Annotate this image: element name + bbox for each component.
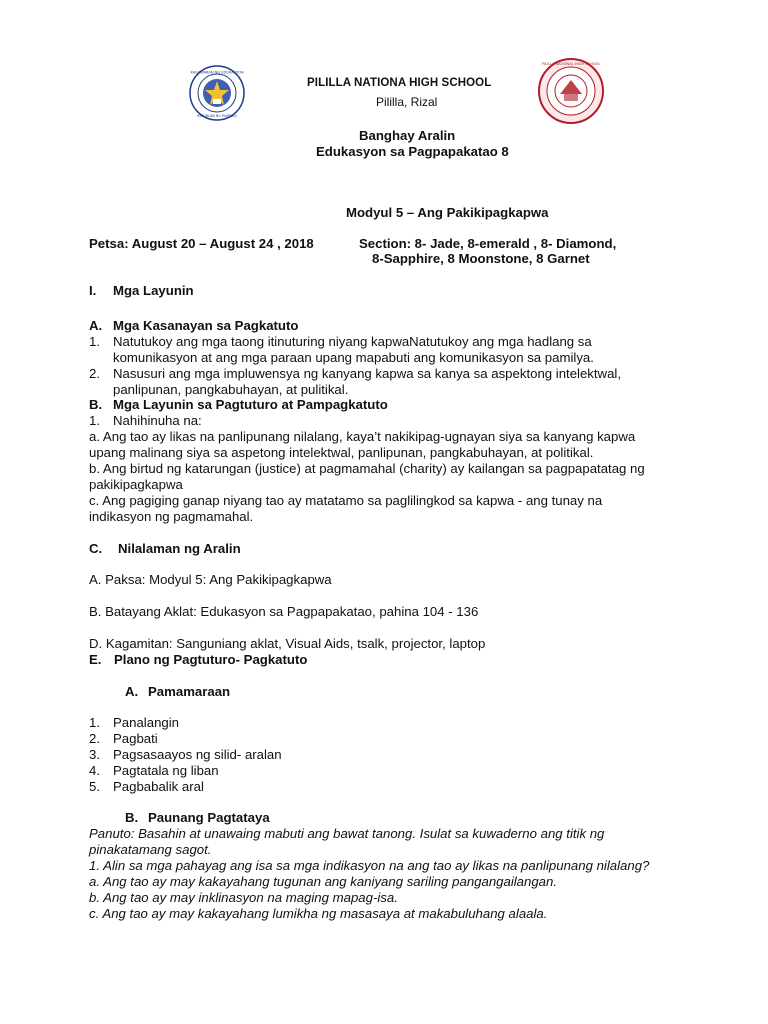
pamamaraan-item4: Pagtatala ng liban	[113, 763, 219, 778]
partC-num: C.	[89, 541, 103, 556]
paunang-num: B.	[125, 810, 139, 825]
partB-line-b1: b. Ang birtud ng katarungan (justice) at pagmamahal (charity) ay kailangan sa pagpapatatag ng	[89, 461, 645, 476]
partA-item1-line2: komunikasyon at ang mga paraan upang mapabuti ang komunikasyon sa pamilya.	[113, 350, 594, 365]
choice-c: c. Ang tao ay may kakayahang lumikha ng masasaya at makabuluhang alaala.	[89, 906, 548, 921]
school-seal-logo	[538, 58, 604, 124]
section-line1: Section: 8- Jade, 8-emerald , 8- Diamond,	[359, 236, 617, 251]
choice-a: a. Ang tao ay may kakayahang tugunan ang kaniyang sariling pangangailangan.	[89, 874, 558, 889]
pamamaraan-item3: Pagsasaayos ng silid- aralan	[113, 747, 282, 762]
part1-title: Mga Layunin	[113, 283, 194, 298]
paksa: A. Paksa: Modyul 5: Ang Pakikipagkapwa	[89, 572, 332, 587]
pamamaraan-item1: Panalangin	[113, 715, 179, 730]
section-line2: 8-Sapphire, 8 Moonstone, 8 Garnet	[372, 251, 590, 266]
partA-title: Mga Kasanayan sa Pagkatuto	[113, 318, 299, 333]
partE-title: Plano ng Pagtuturo- Pagkatuto	[114, 652, 308, 667]
module-title: Modyul 5 – Ang Pakikipagkapwa	[346, 205, 549, 220]
school-location: Pililla, Rizal	[376, 95, 438, 109]
partB-line-c1: c. Ang pagiging ganap niyang tao ay matatamo sa paglilingkod sa kapwa - ang tunay na	[89, 493, 603, 508]
partA-item2-num: 2.	[89, 366, 100, 381]
panuto-line1: Panuto: Basahin at unawaing mabuti ang bawat tanong. Isulat sa kuwaderno ang titik ng	[89, 826, 605, 841]
partB-line-b2: pakikipagkapwa	[89, 477, 183, 492]
question-1: 1. Alin sa mga pahayag ang isa sa mga indikasyon na ang tao ay likas na panlipunang nilalang?	[89, 858, 650, 873]
paunang-title: Paunang Pagtataya	[148, 810, 270, 825]
partA-num: A.	[89, 318, 103, 333]
partB-num: B.	[89, 397, 103, 412]
title-line1: Banghay Aralin	[359, 128, 456, 143]
pamamaraan-title: Pamamaraan	[148, 684, 231, 699]
right-seal-text: PILILLA NATIONAL HIGH SCHOOL	[541, 62, 601, 67]
choice-b: b. Ang tao ay may inklinasyon na maging mapag-isa.	[89, 890, 398, 905]
school-name: PILILLA NATIONA HIGH SCHOOL	[307, 77, 492, 89]
panuto-line2: pinakatamang sagot.	[89, 842, 212, 857]
left-seal-sub: REPUBLIKA NG PILIPINAS	[197, 114, 237, 118]
partB-item1-text: Nahihinuha na:	[113, 413, 202, 428]
pamamaraan-item4-num: 4.	[89, 763, 100, 778]
pamamaraan-item2: Pagbati	[113, 731, 158, 746]
pamamaraan-item1-num: 1.	[89, 715, 100, 730]
left-seal-text: KAGAWARAN NG EDUKASYON	[190, 70, 244, 75]
pamamaraan-num: A.	[125, 684, 139, 699]
part1-num: I.	[89, 283, 97, 298]
partB-item1-num: 1.	[89, 413, 100, 428]
partB-title: Mga Layunin sa Pagtuturo at Pampagkatuto	[113, 397, 388, 412]
pamamaraan-item3-num: 3.	[89, 747, 100, 762]
kagamitan: D. Kagamitan: Sanguniang aklat, Visual Aids, tsalk, projector, laptop	[89, 636, 486, 651]
pamamaraan-item2-num: 2.	[89, 731, 100, 746]
partE-num: E.	[89, 652, 102, 667]
partA-item2-line1: Nasusuri ang mga impluwensya ng kanyang kapwa sa kanya sa aspektong intelektwal,	[113, 366, 622, 381]
partB-line-a1: a. Ang tao ay likas na panlipunang nilalang, kaya’t nakikipag-ugnayan siya sa kanyang kapwa	[89, 429, 636, 444]
partA-item1-num: 1.	[89, 334, 100, 349]
title-line2: Edukasyon sa Pagpapakatao 8	[316, 144, 509, 159]
deped-seal-logo	[189, 65, 245, 121]
pamamaraan-item5-num: 5.	[89, 779, 100, 794]
pamamaraan-item5: Pagbabalik aral	[113, 779, 204, 794]
partB-line-a2: upang malinang siya sa aspetong intelektwal, panlipunan, pangkabuhayan, at politikal.	[89, 445, 594, 460]
partA-item1-line1: Natutukoy ang mga taong itinuturing niyang kapwaNatutukoy ang mga hadlang sa	[113, 334, 592, 349]
petsa: Petsa: August 20 – August 24 , 2018	[89, 236, 314, 251]
partA-item2-line2: panlipunan, pangkabuhayan, at pulitikal.	[113, 382, 349, 397]
batayang-aklat: B. Batayang Aklat: Edukasyon sa Pagpapakatao, pahina 104 - 136	[89, 604, 479, 619]
partC-title: Nilalaman ng Aralin	[118, 541, 241, 556]
partB-line-c2: indikasyon ng pagmamahal.	[89, 509, 254, 524]
